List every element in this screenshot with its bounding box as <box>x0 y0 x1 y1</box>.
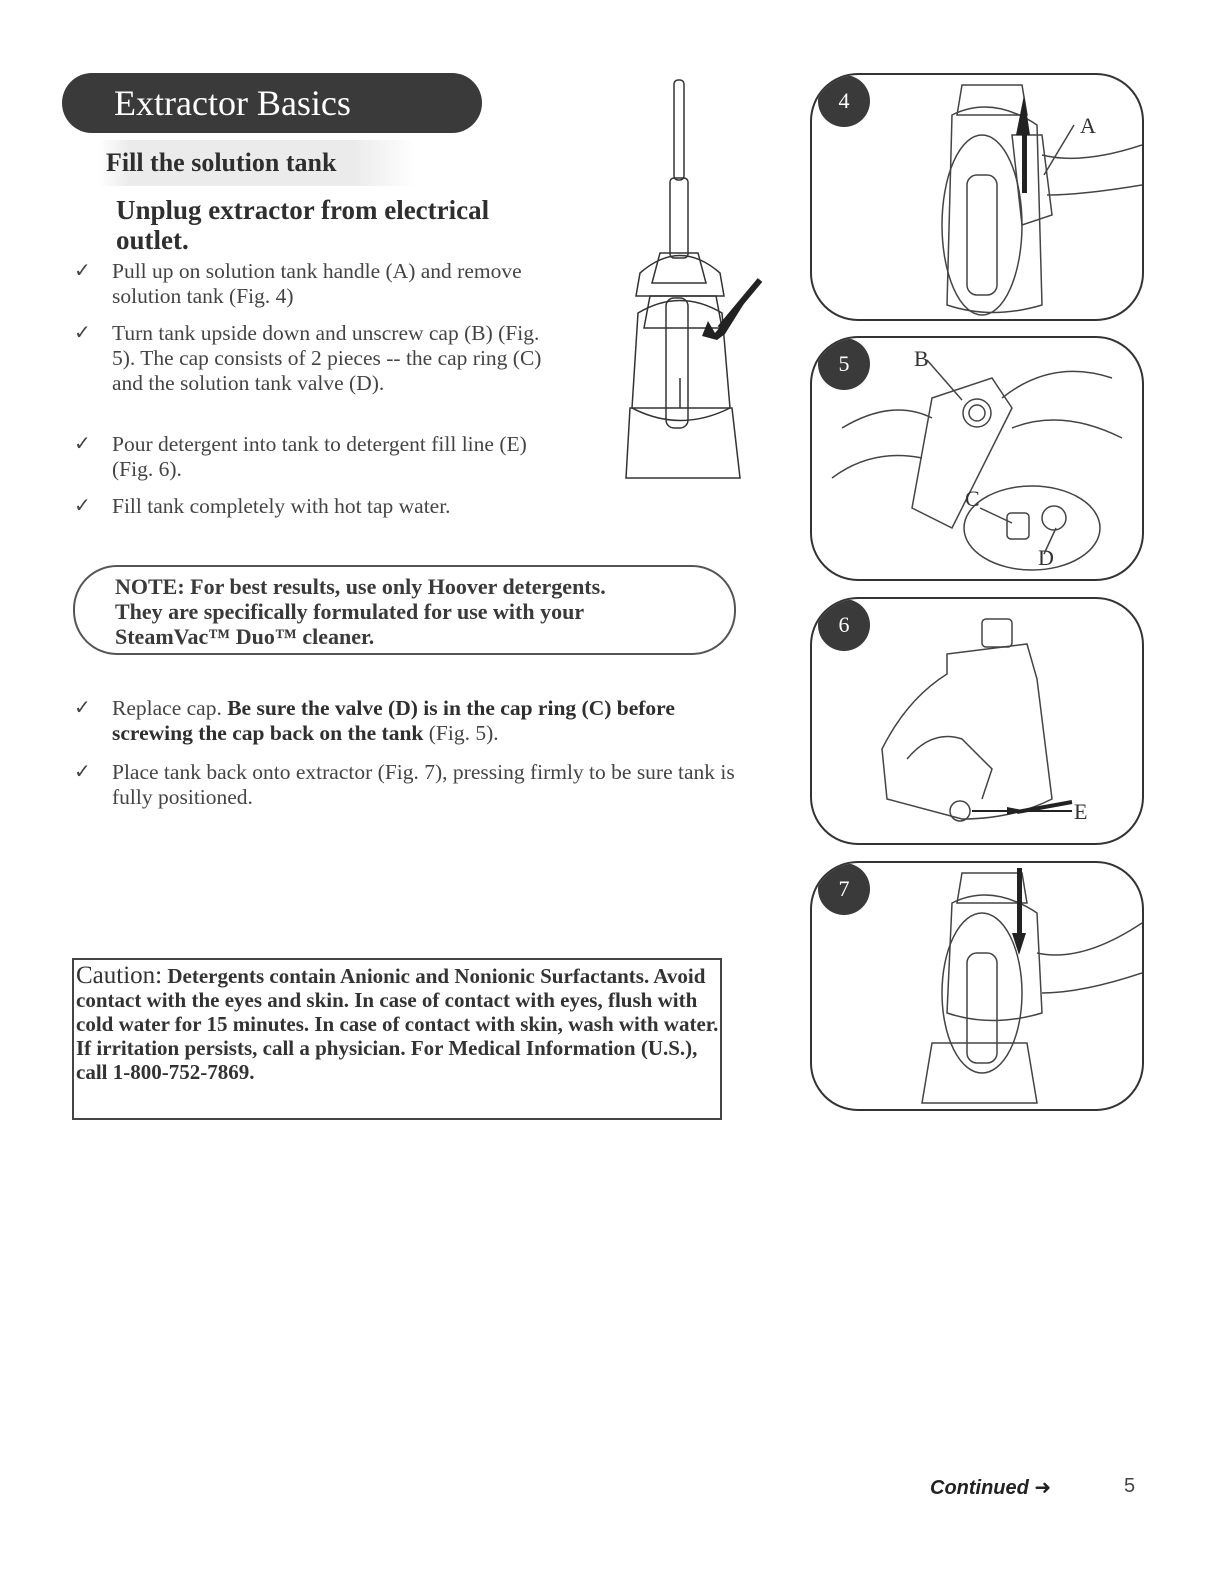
figure-number: 6 <box>818 599 870 651</box>
note-box <box>73 565 736 655</box>
callout-label: C <box>965 486 980 511</box>
note-line: They are specifically formulated for use with your <box>115 599 585 624</box>
check-icon: ✓ <box>74 761 91 783</box>
step-text: Turn tank upside down and unscrew cap (B) (Fig. 5). The cap consists of 2 pieces -- the cap ring (C) and the solution tank valve (D). <box>112 321 542 395</box>
note-line: NOTE: For best results, use only Hoover detergents. <box>115 574 606 599</box>
check-icon: ✓ <box>74 322 91 344</box>
step-text: Place tank back onto extractor (Fig. 7), pressing firmly to be sure tank is fully positioned. <box>112 760 735 809</box>
figure-number: 4 <box>818 75 870 127</box>
check-icon: ✓ <box>74 495 91 517</box>
callout-label: B <box>914 346 929 371</box>
caution-label: Caution: <box>76 962 163 989</box>
extractor-illustration <box>620 78 770 480</box>
section-subtitle: Fill the solution tank <box>98 140 416 186</box>
section-banner: Extractor Basics <box>62 73 482 133</box>
unplug-warning: Unplug extractor from electrical outlet. <box>116 195 490 255</box>
page-number: 5 <box>1124 1475 1136 1497</box>
figure-6 <box>810 597 1144 845</box>
figure-4 <box>810 73 1144 321</box>
caution-text: Detergents contain Anionic and Nonionic Surfactants. Avoid contact with the eyes and skin. In case of contact with eyes, flush with cold water for 15 minutes. In case of contact with skin, wash with water. If irritation persists, call a physician. For Medical Information (U.S.), call 1-800-752-7869. <box>76 964 719 1084</box>
figure-number: 5 <box>818 338 870 390</box>
callout-label: D <box>1038 545 1054 570</box>
note-line: SteamVac™ Duo™ cleaner. <box>115 624 375 649</box>
figure-5 <box>810 336 1144 581</box>
continued-label: Continued ➜ <box>930 1477 1052 1499</box>
check-icon: ✓ <box>74 697 91 719</box>
step-text: Pour detergent into tank to detergent fill line (E) (Fig. 6). <box>112 432 527 481</box>
check-icon: ✓ <box>74 260 91 282</box>
callout-label: A <box>1080 113 1096 138</box>
step-text: Replace cap. Be sure the valve (D) is in the cap ring (C) before screwing the cap back on the tank (Fig. 5). <box>112 696 675 745</box>
callout-label: E <box>1074 799 1088 824</box>
figure-number: 7 <box>818 863 870 915</box>
step-text: Fill tank completely with hot tap water. <box>112 494 451 518</box>
figure-7 <box>810 861 1144 1111</box>
check-icon: ✓ <box>74 433 91 455</box>
step-text: Pull up on solution tank handle (A) and remove solution tank (Fig. 4) <box>112 259 522 308</box>
caution-box <box>72 958 722 1120</box>
